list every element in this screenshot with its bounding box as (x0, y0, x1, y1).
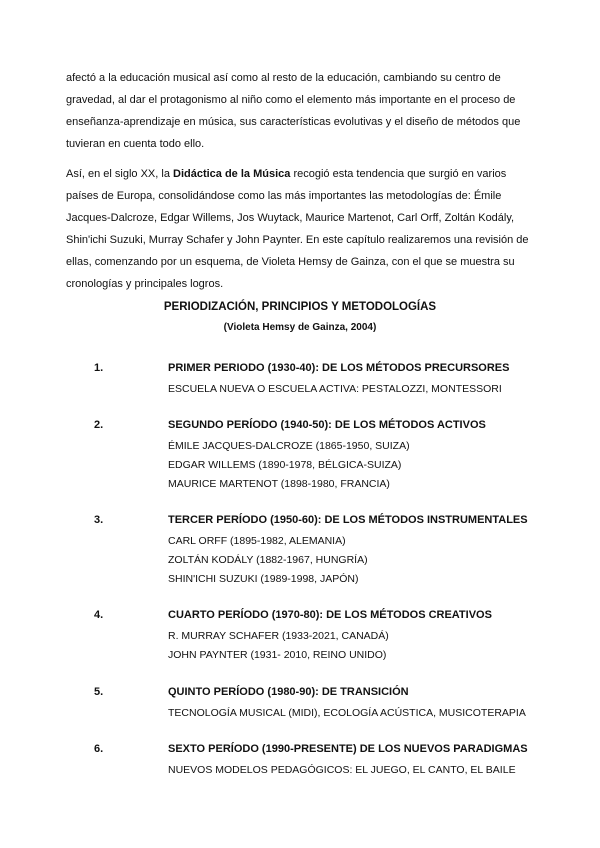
period-items (168, 704, 526, 723)
didactica-term: Didáctica de la Música (173, 168, 291, 180)
body-line: países de Europa, consolidándose como las más importantes las metodologías de: Émile (66, 190, 502, 202)
period-title: PRIMER PERIODO (1930-40): DE LOS MÉTODOS PRECURSORES (168, 362, 510, 374)
period-item: ZOLTÁN KODÁLY (1882-1967, HUNGRÍA) (168, 554, 368, 566)
section-title: PERIODIZACIÓN, PRINCIPIOS Y METODOLOGÍAS (163, 301, 437, 313)
period-item: ÉMILE JACQUES-DALCROZE (1865-1950, SUIZA) (168, 440, 410, 452)
period-number: 4. (94, 609, 104, 621)
period-item: R. MURRAY SCHAFER (1933-2021, CANADÁ) (168, 630, 389, 642)
period-item: ESCUELA NUEVA O ESCUELA ACTIVA: PESTALOZZI, MONTESSORI (168, 383, 502, 395)
period-title: CUARTO PERÍODO (1970-80): DE LOS MÉTODOS CREATIVOS (168, 609, 492, 621)
intro-paragraph (66, 67, 546, 155)
period-item: NUEVOS MODELOS PEDAGÓGICOS: EL JUEGO, EL CANTO, EL BAILE (168, 764, 516, 776)
period-items (168, 437, 410, 494)
intro-line: gravedad, al dar el protagonismo al niño como el elemento más importante en el proceso de (66, 94, 516, 106)
period-items (168, 532, 368, 589)
body-line: Shin'ichi Suzuki, Murray Schafer y John Paynter. En este capítulo realizaremos una revisión de (66, 234, 529, 246)
period-item: EDGAR WILLEMS (1890-1978, BÉLGICA-SUIZA) (168, 459, 402, 471)
body-line (66, 163, 546, 185)
period-item: SHIN'ICHI SUZUKI (1989-1998, JAPÓN) (168, 573, 359, 585)
intro-line: tuvieran en cuenta todo ello. (66, 138, 205, 150)
period-title: TERCER PERÍODO (1950-60): DE LOS MÉTODOS INSTRUMENTALES (168, 514, 528, 526)
period-items (168, 761, 516, 780)
period-item: JOHN PAYNTER (1931- 2010, REINO UNIDO) (168, 649, 387, 661)
body-paragraph (66, 163, 546, 295)
period-number: 6. (94, 743, 104, 755)
period-title: QUINTO PERÍODO (1980-90): DE TRANSICIÓN (168, 686, 409, 698)
period-number: 2. (94, 419, 104, 431)
section-subtitle: (Violeta Hemsy de Gainza, 2004) (223, 322, 377, 333)
period-number: 5. (94, 686, 104, 698)
body-text: Así, en el siglo XX, la (66, 168, 173, 180)
period-title: SEXTO PERÍODO (1990-PRESENTE) DE LOS NUEVOS PARADIGMAS (168, 743, 528, 755)
body-text: recogió esta tendencia que surgió en varios (290, 168, 507, 180)
period-number: 3. (94, 514, 104, 526)
intro-line: afectó a la educación musical así como al resto de la educación, cambiando su centro de (66, 72, 501, 84)
intro-line: enseñanza-aprendizaje en música, sus características evolutivas y el diseño de métodos que (66, 116, 521, 128)
period-title: SEGUNDO PERÍODO (1940-50): DE LOS MÉTODOS ACTIVOS (168, 419, 486, 431)
body-line: cronologías y principales logros. (66, 278, 224, 290)
period-item: MAURICE MARTENOT (1898-1980, FRANCIA) (168, 478, 390, 490)
period-items (168, 380, 502, 399)
period-number: 1. (94, 362, 104, 374)
period-item: TECNOLOGÍA MUSICAL (MIDI), ECOLOGÍA ACÚSTICA, MUSICOTERAPIA (168, 707, 526, 719)
period-item: CARL ORFF (1895-1982, ALEMANIA) (168, 535, 346, 547)
period-items (168, 627, 389, 665)
body-line: Jacques-Dalcroze, Edgar Willems, Jos Wuytack, Maurice Martenot, Carl Orff, Zoltán Kodály, (66, 212, 515, 224)
body-line: ellas, comenzando por un esquema, de Violeta Hemsy de Gainza, con el que se muestra su (66, 256, 515, 268)
